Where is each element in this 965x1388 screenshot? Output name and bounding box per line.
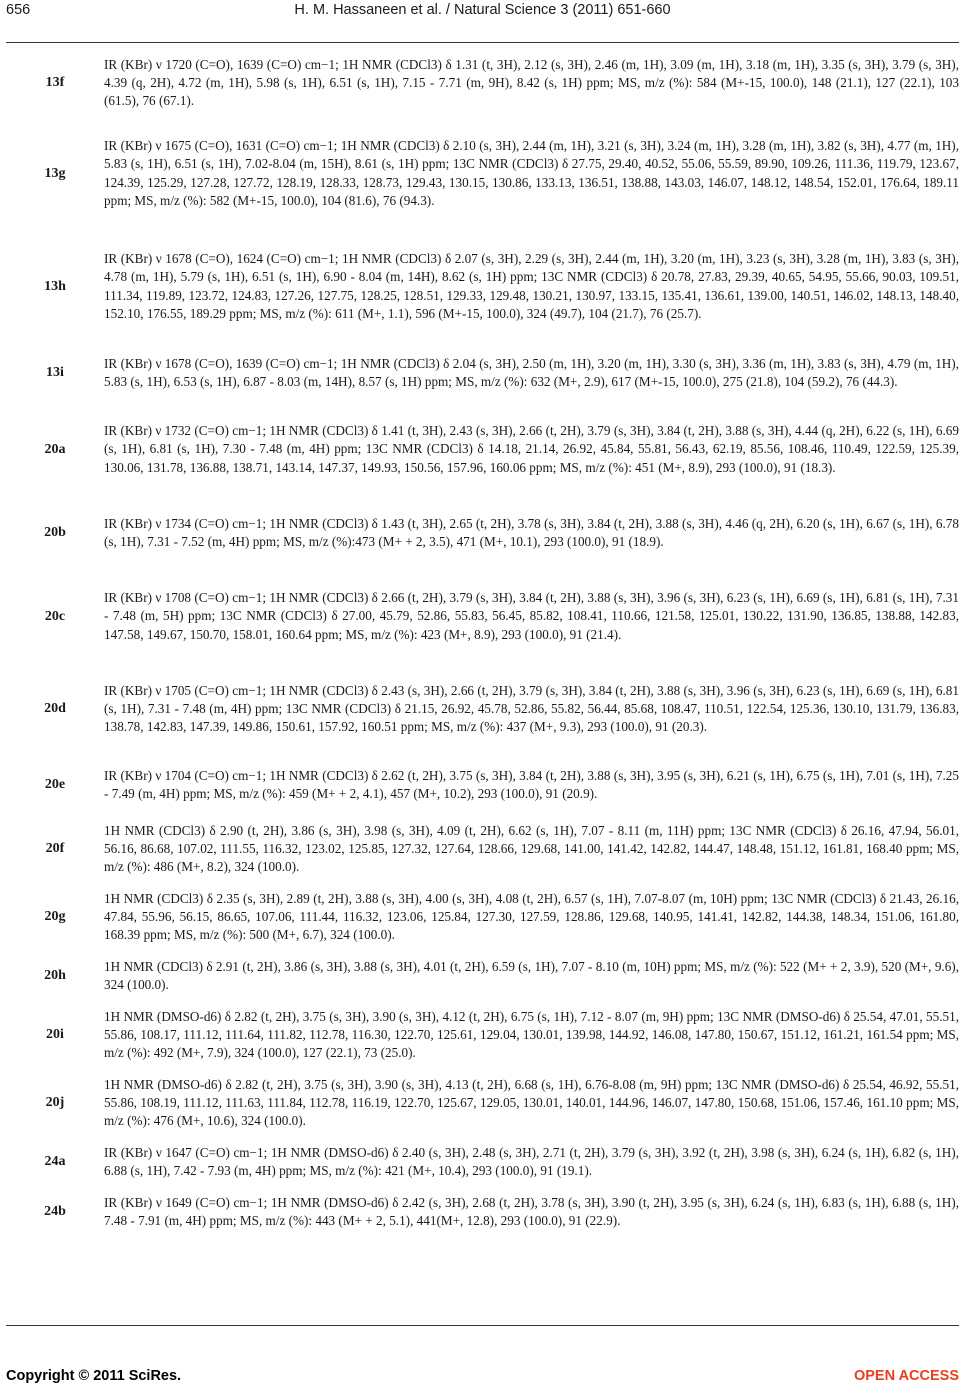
compound-spectral-data: IR (KBr) ν 1708 (C=O) cm−1; 1H NMR (CDCl3) δ 2.66 (t, 2H), 3.79 (s, 3H), 3.84 (t, 2H), 3.88 (s, 3H), 3.96 (s, 3H), 6.23 (s, 1H), 6.69 (s, 1H), 6.81 (s, 1H), 7.31 - 7.48 (m, 5H) ppm; 13C NMR (CDCl3) δ 27.00, 45.79, 52.86, 55.83, 56.45, 85.82, 108.41, 110.66, 121.58, 125.01, 130.22, 131.90, 136.85, 138.88, 142.83, 147.58, 149.67, 150.70, 158.01, 160.64 ppm; MS, m/z (%): 423 (M+, 8.9), 293 (100.0), 91 (21.4). <box>104 590 959 642</box>
compound-row <box>6 117 959 230</box>
compound-row <box>6 1137 959 1187</box>
compound-id: 20c <box>44 608 66 624</box>
compound-row <box>6 1187 959 1237</box>
running-head: H. M. Hassaneen et al. / Natural Science 3 (2011) 651-660 <box>294 2 671 18</box>
compound-row <box>6 403 959 496</box>
compound-spectral-data: IR (KBr) ν 1734 (C=O) cm−1; 1H NMR (CDCl3) δ 1.43 (t, 3H), 2.65 (t, 2H), 3.78 (s, 3H), 3.84 (t, 2H), 3.88 (s, 3H), 4.46 (q, 2H), 6.20 (s, 1H), 6.67 (s, 1H), 6.78 (s, 1H), 7.31 - 7.52 (m, 4H) ppm; MS, m/z (%):473 (M+ + 2, 3.5), 471 (M+, 10.1), 293 (100.0), 91 (18.9). <box>104 515 959 549</box>
compound-id: 13f <box>45 75 65 90</box>
compound-id: 24b <box>44 1204 66 1219</box>
compound-spectral-data: 1H NMR (CDCl3) δ 2.35 (s, 3H), 2.89 (t, 2H), 3.88 (s, 3H), 4.00 (s, 3H), 4.08 (t, 2H), 6.57 (s, 1H), 7.07-8.07 (m, 10H) ppm; 13C NMR (CDCl3) δ 21.43, 26.16, 47.84, 55.96, 56.15, 86.65, 107.06, 111.44, 116.32, 123.06, 125.84, 127.30, 127.59, 128.86, 129.68, 140.95, 141.41, 142.82, 144.38, 148.34, 151.06, 161.80, 168.39 ppm; MS, m/z (%): 500 (M+, 6.7), 324 (100.0). <box>104 890 959 943</box>
compound-spectral-data: IR (KBr) ν 1705 (C=O) cm−1; 1H NMR (CDCl3) δ 2.43 (s, 3H), 2.66 (t, 2H), 3.79 (s, 3H), 3.84 (t, 2H), 3.88 (s, 3H), 3.96 (s, 3H), 6.23 (s, 1H), 6.69 (s, 1H), 6.81 (s, 1H), 7.31 - 7.48 (m, 4H) ppm; 13C NMR (CDCl3) δ 21.15, 26.92, 45.78, 52.86, 55.82, 56.44, 85.68, 108.47, 110.51, 122.54, 125.36, 130.10, 131.79, 136.83, 138.78, 142.83, 147.39, 149.86, 150.61, 157.92, 160.51 ppm; MS, m/z (%): 437 (M+, 9.3), 293 (100.0), 91 (20.3). <box>104 682 959 735</box>
compound-id: 20b <box>44 525 66 540</box>
compound-id: 20a <box>44 441 66 457</box>
copyright-notice: Copyright © 2011 SciRes. <box>6 1368 182 1384</box>
compound-row <box>6 230 959 343</box>
compound-row <box>6 570 959 663</box>
compound-id: 13i <box>46 365 64 380</box>
compound-id: 13h <box>44 278 66 294</box>
compound-id: 20d <box>44 701 66 716</box>
compound-id: 13g <box>44 165 66 181</box>
page-number: 656 <box>6 2 31 18</box>
compound-row <box>6 883 959 951</box>
compound-id: 20f <box>45 841 65 856</box>
compound-spectral-data: IR (KBr) ν 1678 (C=O), 1624 (C=O) cm−1; 1H NMR (CDCl3) δ 2.07 (s, 3H), 2.29 (s, 3H), 2.44 (m, 1H), 3.20 (m, 1H), 3.23 (s, 3H), 3.28 (m, 1H), 3.83 (s, 3H), 4.78 (m, 1H), 5.79 (s, 1H), 6.51 (s, 1H), 6.90 - 8.04 (m, 14H), 8.62 (s, 1H) ppm; 13C NMR (CDCl3) δ 20.78, 27.83, 29.39, 40.65, 54.95, 55.66, 90.03, 109.51, 111.34, 119.89, 123.72, 124.83, 127.26, 127.75, 128.25, 128.51, 129.33, 129.48, 130.21, 130.97, 133.15, 135.41, 136.61, 139.00, 140.51, 146.02, 148.13, 148.40, 152.10, 176.55, 189.29 ppm; MS, m/z (%): 611 (M+, 1.1), 596 (M+-15, 100.0), 324 (49.7), 104 (21.7), 76 (25.7). <box>104 250 959 321</box>
compound-spectral-data: 1H NMR (CDCl3) δ 2.91 (t, 2H), 3.86 (s, 3H), 3.88 (s, 3H), 4.01 (t, 2H), 6.59 (s, 1H), 7.07 - 8.10 (m, 10H) ppm; MS, m/z (%): 522 (M+ + 2, 3.9), 520 (M+, 9.6), 324 (100.0). <box>104 958 959 992</box>
compound-row <box>6 663 959 755</box>
page-header <box>0 0 965 26</box>
open-access-label: OPEN ACCESS <box>853 1368 959 1384</box>
bottom-rule <box>6 1325 959 1326</box>
compound-spectral-data: IR (KBr) ν 1649 (C=O) cm−1; 1H NMR (DMSO-d6) δ 2.42 (s, 3H), 2.68 (t, 2H), 3.78 (s, 3H), 3.90 (t, 2H), 3.95 (s, 3H), 6.24 (s, 1H), 6.83 (s, 1H), 6.88 (s, 1H), 7.48 - 7.91 (m, 4H) ppm; MS, m/z (%): 443 (M+ + 2, 5.1), 441(M+, 12.8), 293 (100.0), 91 (22.9). <box>104 1194 959 1228</box>
compound-row <box>6 951 959 1001</box>
compound-spectral-data: 1H NMR (CDCl3) δ 2.90 (t, 2H), 3.86 (s, 3H), 3.98 (s, 3H), 4.09 (t, 2H), 6.62 (s, 1H), 7.07 - 8.11 (m, 11H) ppm; 13C NMR (CDCl3) δ 26.16, 47.94, 56.01, 56.16, 86.68, 107.02, 111.55, 116.32, 123.02, 125.85, 127.32, 127.64, 128.66, 129.68, 141.00, 141.42, 142.82, 144.47, 148.48, 151.12, 161.81, 168.40 ppm; MS, m/z (%): 486 (M+, 8.2), 324 (100.0). <box>104 822 959 875</box>
compound-row <box>6 496 959 570</box>
compound-row <box>6 755 959 815</box>
compound-id: 20j <box>45 1095 65 1110</box>
compound-row <box>6 1001 959 1069</box>
compound-spectral-data: IR (KBr) ν 1675 (C=O), 1631 (C=O) cm−1; 1H NMR (CDCl3) δ 2.10 (s, 3H), 2.44 (m, 1H), 3.21 (s, 3H), 3.24 (m, 1H), 3.28 (m, 1H), 3.82 (s, 3H), 4.77 (m, 1H), 5.83 (s, 1H), 6.51 (s, 1H), 7.02-8.04 (m, 15H), 8.61 (s, 1H) ppm; 13C NMR (CDCl3) δ 27.75, 29.40, 40.52, 55.06, 55.59, 89.90, 109.26, 111.36, 119.79, 123.67, 124.39, 125.29, 127.28, 127.72, 128.19, 128.33, 128.73, 129.43, 130.15, 130.86, 133.13, 136.51, 138.88, 143.03, 146.07, 148.12, 148.54, 152.01, 176.64, 189.11 ppm; MS, m/z (%): 582 (M+-15, 100.0), 104 (81.6), 76 (94.3). <box>104 137 959 208</box>
compound-row <box>6 1069 959 1137</box>
compound-row <box>6 343 959 403</box>
compound-row <box>6 49 959 117</box>
compound-row <box>6 815 959 883</box>
compound-id: 20h <box>44 968 66 983</box>
spectral-data-table <box>6 49 959 1237</box>
compound-spectral-data: IR (KBr) ν 1732 (C=O) cm−1; 1H NMR (CDCl3) δ 1.41 (t, 3H), 2.43 (s, 3H), 2.66 (t, 2H), 3.79 (s, 3H), 3.84 (t, 2H), 3.88 (s, 3H), 4.44 (q, 2H), 6.22 (s, 1H), 6.69 (s, 1H), 6.81 (s, 1H), 7.30 - 7.48 (m, 4H) ppm; 13C NMR (CDCl3) δ 14.18, 21.14, 26.92, 45.84, 55.81, 56.43, 62.19, 85.56, 108.46, 110.49, 122.59, 125.39, 130.06, 131.78, 136.88, 138.71, 143.14, 147.37, 149.93, 150.56, 157.96, 160.06 ppm; MS, m/z (%): 451 (M+, 8.9), 293 (100.0), 91 (18.3). <box>104 423 959 475</box>
page-footer <box>0 1368 965 1388</box>
compound-id: 20g <box>44 909 66 924</box>
compound-spectral-data: 1H NMR (DMSO-d6) δ 2.82 (t, 2H), 3.75 (s, 3H), 3.90 (s, 3H), 4.13 (t, 2H), 6.68 (s, 1H), 6.76-8.08 (m, 9H) ppm; 13C NMR (DMSO-d6) δ 25.54, 46.92, 55.51, 55.86, 108.19, 111.12, 111.63, 111.84, 112.78, 116.19, 122.70, 125.67, 129.05, 130.01, 140.01, 144.96, 146.07, 147.80, 150.68, 151.06, 157.46, 161.10 ppm; MS, m/z (%): 476 (M+, 10.6), 324 (100.0). <box>104 1076 959 1129</box>
compound-id: 20e <box>44 777 66 792</box>
compound-spectral-data: IR (KBr) ν 1678 (C=O), 1639 (C=O) cm−1; 1H NMR (CDCl3) δ 2.04 (s, 3H), 2.50 (m, 1H), 3.20 (m, 1H), 3.30 (s, 3H), 3.36 (m, 1H), 3.83 (s, 3H), 4.79 (m, 1H), 5.83 (s, 1H), 6.53 (s, 1H), 6.87 - 8.03 (m, 14H), 8.57 (s, 1H) ppm; MS, m/z (%): 632 (M+, 2.9), 617 (M+-15, 100.0), 275 (21.8), 104 (59.2), 76 (44.3). <box>104 355 959 389</box>
compound-spectral-data: IR (KBr) ν 1720 (C=O), 1639 (C=O) cm−1; 1H NMR (CDCl3) δ 1.31 (t, 3H), 2.12 (s, 3H), 2.46 (m, 1H), 3.09 (m, 1H), 3.18 (m, 1H), 3.35 (s, 3H), 3.79 (s, 3H), 4.39 (q, 2H), 4.72 (m, 1H), 5.98 (s, 1H), 6.51 (s, 1H), 7.15 - 7.71 (m, 9H), 8.42 (s, 1H) ppm; MS, m/z (%): 584 (M+-15, 100.0), 148 (21.1), 127 (22.1), 103 (61.5), 76 (67.1). <box>104 56 959 109</box>
spectral-data-body <box>6 49 959 1237</box>
compound-spectral-data: IR (KBr) ν 1647 (C=O) cm−1; 1H NMR (DMSO-d6) δ 2.40 (s, 3H), 2.48 (s, 3H), 2.71 (t, 2H), 3.79 (s, 3H), 3.92 (t, 2H), 3.98 (s, 3H), 6.24 (s, 1H), 6.82 (s, 1H), 6.88 (s, 1H), 7.42 - 7.93 (m, 4H) ppm; MS, m/z (%): 421 (M+, 10.4), 293 (100.0), 91 (19.1). <box>104 1144 959 1178</box>
compound-spectral-data: IR (KBr) ν 1704 (C=O) cm−1; 1H NMR (CDCl3) δ 2.62 (t, 2H), 3.75 (s, 3H), 3.84 (t, 2H), 3.88 (s, 3H), 3.95 (s, 3H), 6.21 (s, 1H), 6.75 (s, 1H), 7.01 (s, 1H), 7.25 - 7.49 (m, 4H) ppm; MS, m/z (%): 459 (M+ + 2, 4.1), 457 (M+, 10.2), 293 (100.0), 91 (20.9). <box>104 767 959 801</box>
compound-id: 20i <box>46 1027 64 1042</box>
compound-id: 24a <box>44 1154 66 1169</box>
compound-spectral-data: 1H NMR (DMSO-d6) δ 2.82 (t, 2H), 3.75 (s, 3H), 3.90 (s, 3H), 4.12 (t, 2H), 6.75 (s, 1H), 7.12 - 8.07 (m, 9H) ppm; 13C NMR (DMSO-d6) δ 25.54, 47.01, 55.51, 55.86, 108.17, 111.12, 111.64, 111.82, 112.78, 116.30, 122.70, 125.61, 129.04, 130.01, 139.98, 144.92, 146.08, 147.80, 150.67, 151.12, 161.21, 161.54 ppm; MS, m/z (%): 492 (M+, 7.9), 324 (100.0), 127 (22.1), 73 (25.0). <box>104 1008 959 1061</box>
top-rule <box>6 42 959 43</box>
